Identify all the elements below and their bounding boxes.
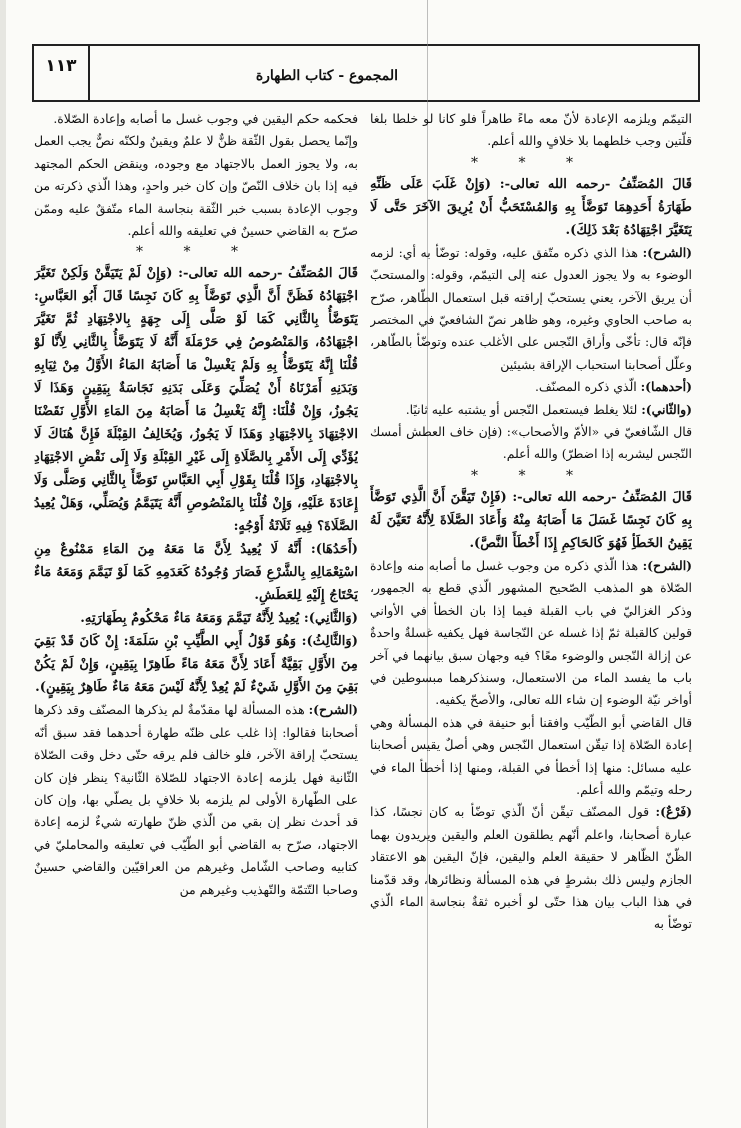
matn-paragraph [370, 486, 692, 555]
paragraph-text: (وَالثَّالِثُ): وَهُوَ قَوْلُ أَبِي الطَّيِّبِ بْنِ سَلَمَةَ: إِنْ كَانَ قَدْ بَقِيَ مِنَ الأَوَّلِ بَقِيَّةٌ أَعَادَ لِأَنَّ مَعَهُ مَاءً طَاهِرًا بِيَقِينٍ، وَإِنْ لَمْ يَكُنْ بَقِيَ مِنَ الأَوَّلِ شَيْءٌ لَمْ يُعِدْ لِأَنَّهُ لَيْسَ مَعَهُ مَاءٌ طَاهِرٌ بِيَقِينٍ). [34, 634, 358, 696]
paragraph-text: هذه المسألة لها مقدّمةٌ لم يذكرها المصنّف وقد ذكرها أصحابنا فقالوا: إذا غلب على ظنّه طهارة أحدهما فقد سبق أنّه يستحبّ إراقة الآخر، فلو خالف فلم يرقه حتّى دخل وقت الصّلاة الثّانية فهل يلزمه إعادة الاجتهاد للصّلاة الثّانية؟ ينظر فإن كان على الطّهارة الأولى لم يلزمه بلا خلافٍ بل يصلّي بها، وإن كان قد أحدث نظر إن بقي من الّذي ظنّ طهارته شيءٌ لزمه إعادة الاجتهاد، صرّح به القاضي أبو الطّيّب في تعليقه والمحامليّ في كتابيه وصاحب الشّامل وغيرهم من العراقيّين والقاضي حسينٌ وصاحبا التّتمّة والتّهذيب وغيرهم من [34, 702, 358, 897]
page-header [32, 44, 700, 102]
header-divider [88, 46, 90, 100]
left-column [34, 108, 358, 1118]
paragraph-text: (وَالثَّانِي): يُعِيدُ لِأَنَّهُ تَيَمَّمَ وَمَعَهُ مَاءٌ مَحْكُومٌ بِطَهَارَتِهِ. [80, 611, 358, 627]
paragraph-lead: (والثّاني): [641, 401, 692, 417]
paragraph-lead: (الشرح): [642, 244, 692, 260]
section-separator: * * * [136, 244, 256, 261]
paragraph-text: قول المصنّف تيقّن أنّ الّذي توضّأ به كان نجسًا، كذا عبارة أصحابنا، واعلم أنّهم يطلقون العلم واليقين ويريدون بهما الظّنّ الظّاهر لا حقيقة العلم واليقين، فإنّ اليقين هو الاعتقاد الجازم وليس ذلك بشرطٍ في هذه المسألة ونظائرها، وقد قدّمنا في هذا الباب بيان هذا حتّى لو أخبره ثقةٌ بنجاسة الماء الّذي توضّأ به [370, 804, 692, 932]
paragraph-text: قَالَ المُصَنِّفُ -رحمه الله تعالى-: (فَإِنْ تَيَقَّنَ أَنَّ الَّذِي تَوَضَّأَ بِهِ كَانَ نَجِسًا غَسَلَ مَا أَصَابَهُ مِنْهُ وَأَعَادَ الصَّلَاةَ لِأَنَّهُ تَعَيَّنَ لَهُ يَقِينُ الخَطَأِ فَهُوَ كَالحَاكِمِ إِذَا أَخْطَأَ النَّصَّ). [370, 489, 692, 551]
page-number: ١١٣ [45, 56, 77, 76]
commentary-paragraph [370, 242, 692, 376]
commentary-paragraph [370, 712, 692, 802]
commentary-paragraph [370, 421, 692, 466]
matn-paragraph [34, 262, 358, 538]
running-title: المجموع - كتاب الطهارة [255, 68, 398, 84]
right-column [370, 108, 692, 1118]
matn-paragraph [34, 630, 358, 699]
paragraph-lead: (فَرْعٌ): [655, 804, 692, 820]
paragraph-text: (أَحَدُهَا): أَنَّهُ لَا يُعِيدُ لِأَنَّ مَا مَعَهُ مِنَ المَاءِ مَمْنُوعٌ مِنِ اسْتِعْمَالِهِ بِالشَّرْعِ فَصَارَ وُجُودُهُ كَعَدَمِهِ كَمَا لَوْ تَيَمَّمَ وَمَعَهُ مَاءٌ يَحْتَاجُ إِلَيْهِ لِلعَطَشِ. [34, 542, 358, 604]
paragraph-text: قَالَ المُصَنِّفُ -رحمه الله تعالى-: (وَإِنْ غَلَبَ عَلَى ظَنِّهِ طَهَارَةُ أَحَدِهِمَا تَوَضَّأَ بِهِ وَالمُسْتَحَبُّ أَنْ يُرِيقَ الآخَرَ حَتَّى لَا يَتَغَيَّرَ اجْتِهَادُهُ بَعْدَ ذَلِكَ). [370, 176, 692, 238]
paragraph-text: قَالَ المُصَنِّفُ -رحمه الله تعالى-: (وَإِنْ لَمْ يَتَيَقَّنْ وَلَكِنْ تَغَيَّرَ اجْتِهَادُهُ فَظَنَّ أَنَّ الَّذِي تَوَضَّأَ بِهِ كَانَ نَجِسًا قَالَ أَبُو العَبَّاسِ: يَتَوَضَّأُ بِالثَّانِي كَمَا لَوْ صَلَّى إِلَى جِهَةٍ بِالاجْتِهَادِ ثُمَّ تَغَيَّرَ اجْتِهَادُهُ، وَالمَنْصُوصُ فِي حَرْمَلَةَ أَنَّهُ لَا يَتَوَضَّأُ بِالثَّانِي لِأَنَّا لَوْ قُلْنَا إِنَّهُ يَتَوَضَّأُ بِهِ وَلَمْ يَغْسِلْ مَا أَصَابَهُ المَاءُ الأَوَّلُ مِنْ ثِيَابِهِ وَبَدَنِهِ أَمَرْنَاهُ أَنْ يُصَلِّيَ وَعَلَى بَدَنِهِ نَجَاسَةٌ بِيَقِينٍ وَهَذَا لَا يَجُوزُ، وَإِنْ قُلْنَا: إِنَّهُ يَغْسِلُ مَا أَصَابَهُ مِنَ المَاءِ الأَوَّلِ نَقَضْنَا الاجْتِهَادَ بِالاجْتِهَادِ وَهَذَا لَا يَجُوزُ، وَيُخَالِفُ القِبْلَةَ فَإِنَّ هُنَاكَ لَا يُؤَدِّي إِلَى الأَمْرِ بِالصَّلَاةِ إِلَى غَيْرِ القِبْلَةِ وَلَا إِلَى نَقْضِ الاجْتِهَادِ بِالاجْتِهَادِ، وَإِذَا قُلْنَا بِقَوْلِ أَبِي العَبَّاسِ تَوَضَّأَ بِالثَّانِي وَصَلَّى وَلَا إِعَادَةَ عَلَيْهِ، وَإِنْ قُلْنَا بِالمَنْصُوصِ أَنَّهُ يَتَيَمَّمُ وَيُصَلِّي، وَهَلْ يُعِيدُ الصَّلَاةَ؟ فِيهِ ثَلَاثَةُ أَوْجُهٍ: [34, 266, 358, 535]
paragraph-text: قال الشّافعيّ في «الأمّ والأصحاب»: (فإن خاف العطش أمسك النّجس ليشربه إذا اضطرّ) والله أعلم. [370, 424, 692, 462]
page-edge [0, 0, 6, 1128]
paragraph-text: الّذي ذكره المصنّف. [534, 379, 641, 395]
paragraph-text: وإنّما يحصل بقول الثّقة ظنٌّ لا علمٌ ويقينٌ ولكنّه نصٌّ يجب العمل به، ولا يجوز العمل بالاجتهاد مع وجوده، وينقض الحكم المجتهد فيه إذا بان خلاف النّصّ وإن كان خبر واحدٍ، وهذا الّذي ذكرته من وجوب الإعادة بسبب خبر الثّقة بنجاسة الماء متّفقٌ عليه وممّن صرّح به القاضي حسينٌ في تعليقه والله أعلم. [34, 133, 358, 239]
commentary-paragraph [370, 108, 692, 153]
matn-paragraph [34, 538, 358, 607]
paragraph-lead: (الشرح): [308, 702, 358, 718]
paragraph-text: فحكمه حكم اليقين في وجوب غسل ما أصابه وإعادة الصّلاة. [53, 111, 358, 126]
section-separator: * * * [471, 154, 591, 171]
commentary-paragraph [370, 555, 692, 712]
matn-paragraph [370, 173, 692, 242]
paragraph-text: لئلا يغلط فيستعمل النّجس أو يشتبه عليه ثانيًا. [405, 401, 642, 417]
commentary-paragraph [34, 699, 358, 901]
commentary-paragraph [370, 376, 692, 398]
section-separator: * * * [471, 467, 591, 484]
paragraph-text: هذا الّذي ذكره من وجوب غسل ما أصابه منه وإعادة الصّلاة هو المذهب الصّحيح المشهور الّذي قطع به الجمهور، وذكر الغزاليّ في باب القبلة فيما إذا بان الخطأ في الأواني قولين كالقبلة ثمّ إذا غسله عن النّجاسة فهل يكفيه غسلةٌ واحدةٌ عن إزالة النّجس والوضوء معًا؟ فيه وجهان سبق بيانهما في آخر باب ما يفسد الماء من الاستعمال، وسنذكرهما مبسوطين في أواخر نيّة الوضوء إن شاء الله تعالى، والأصحّ يكفيه. [370, 557, 692, 708]
paragraph-text: قال القاضي أبو الطّيّب وافقنا أبو حنيفة في هذه المسألة وهي إعادة الصّلاة إذا تيقّن استعمال النّجس وهي أصلٌ يقيس أصحابنا عليه مسائل: منها إذا أخطأ في القبلة، ومنها إذا أخطأ الماء في رحله وتيمّم والله أعلم. [370, 714, 692, 797]
commentary-paragraph [34, 130, 358, 242]
matn-paragraph [34, 607, 358, 630]
commentary-paragraph [370, 399, 692, 421]
commentary-paragraph [370, 801, 692, 935]
paragraph-lead: (أحدهما): [640, 379, 692, 395]
commentary-paragraph [34, 108, 358, 130]
paragraph-text: هذا الذي ذكره متّفق عليه، وقوله: توضّأ به أي: لزمه الوضوء به ولا يجوز العدول عنه إلى التيمّم، وقوله: والمستحبّ أن يريق الآخر، يعني يستحبّ إراقته قبل استعمال الطّاهر، صرّح به صاحب الحاوي وغيره، وهو ظاهر نصّ الشافعيّ في المختصر فإنّه قال: تأخّى وأراق النّجس على الأغلب عنده وتوضّأ بالطّاهر، وعلّل أصحابنا استحباب الإراقة بشيئين [370, 244, 692, 372]
paragraph-text: التيمّم ويلزمه الإعادة لأنّ معه ماءً طاهراً فلو كانا لو خلطا بلغا قلّتين وجب خلطهما بلا خلافٍ والله أعلم. [370, 111, 692, 149]
paragraph-lead: (الشرح): [642, 557, 692, 573]
